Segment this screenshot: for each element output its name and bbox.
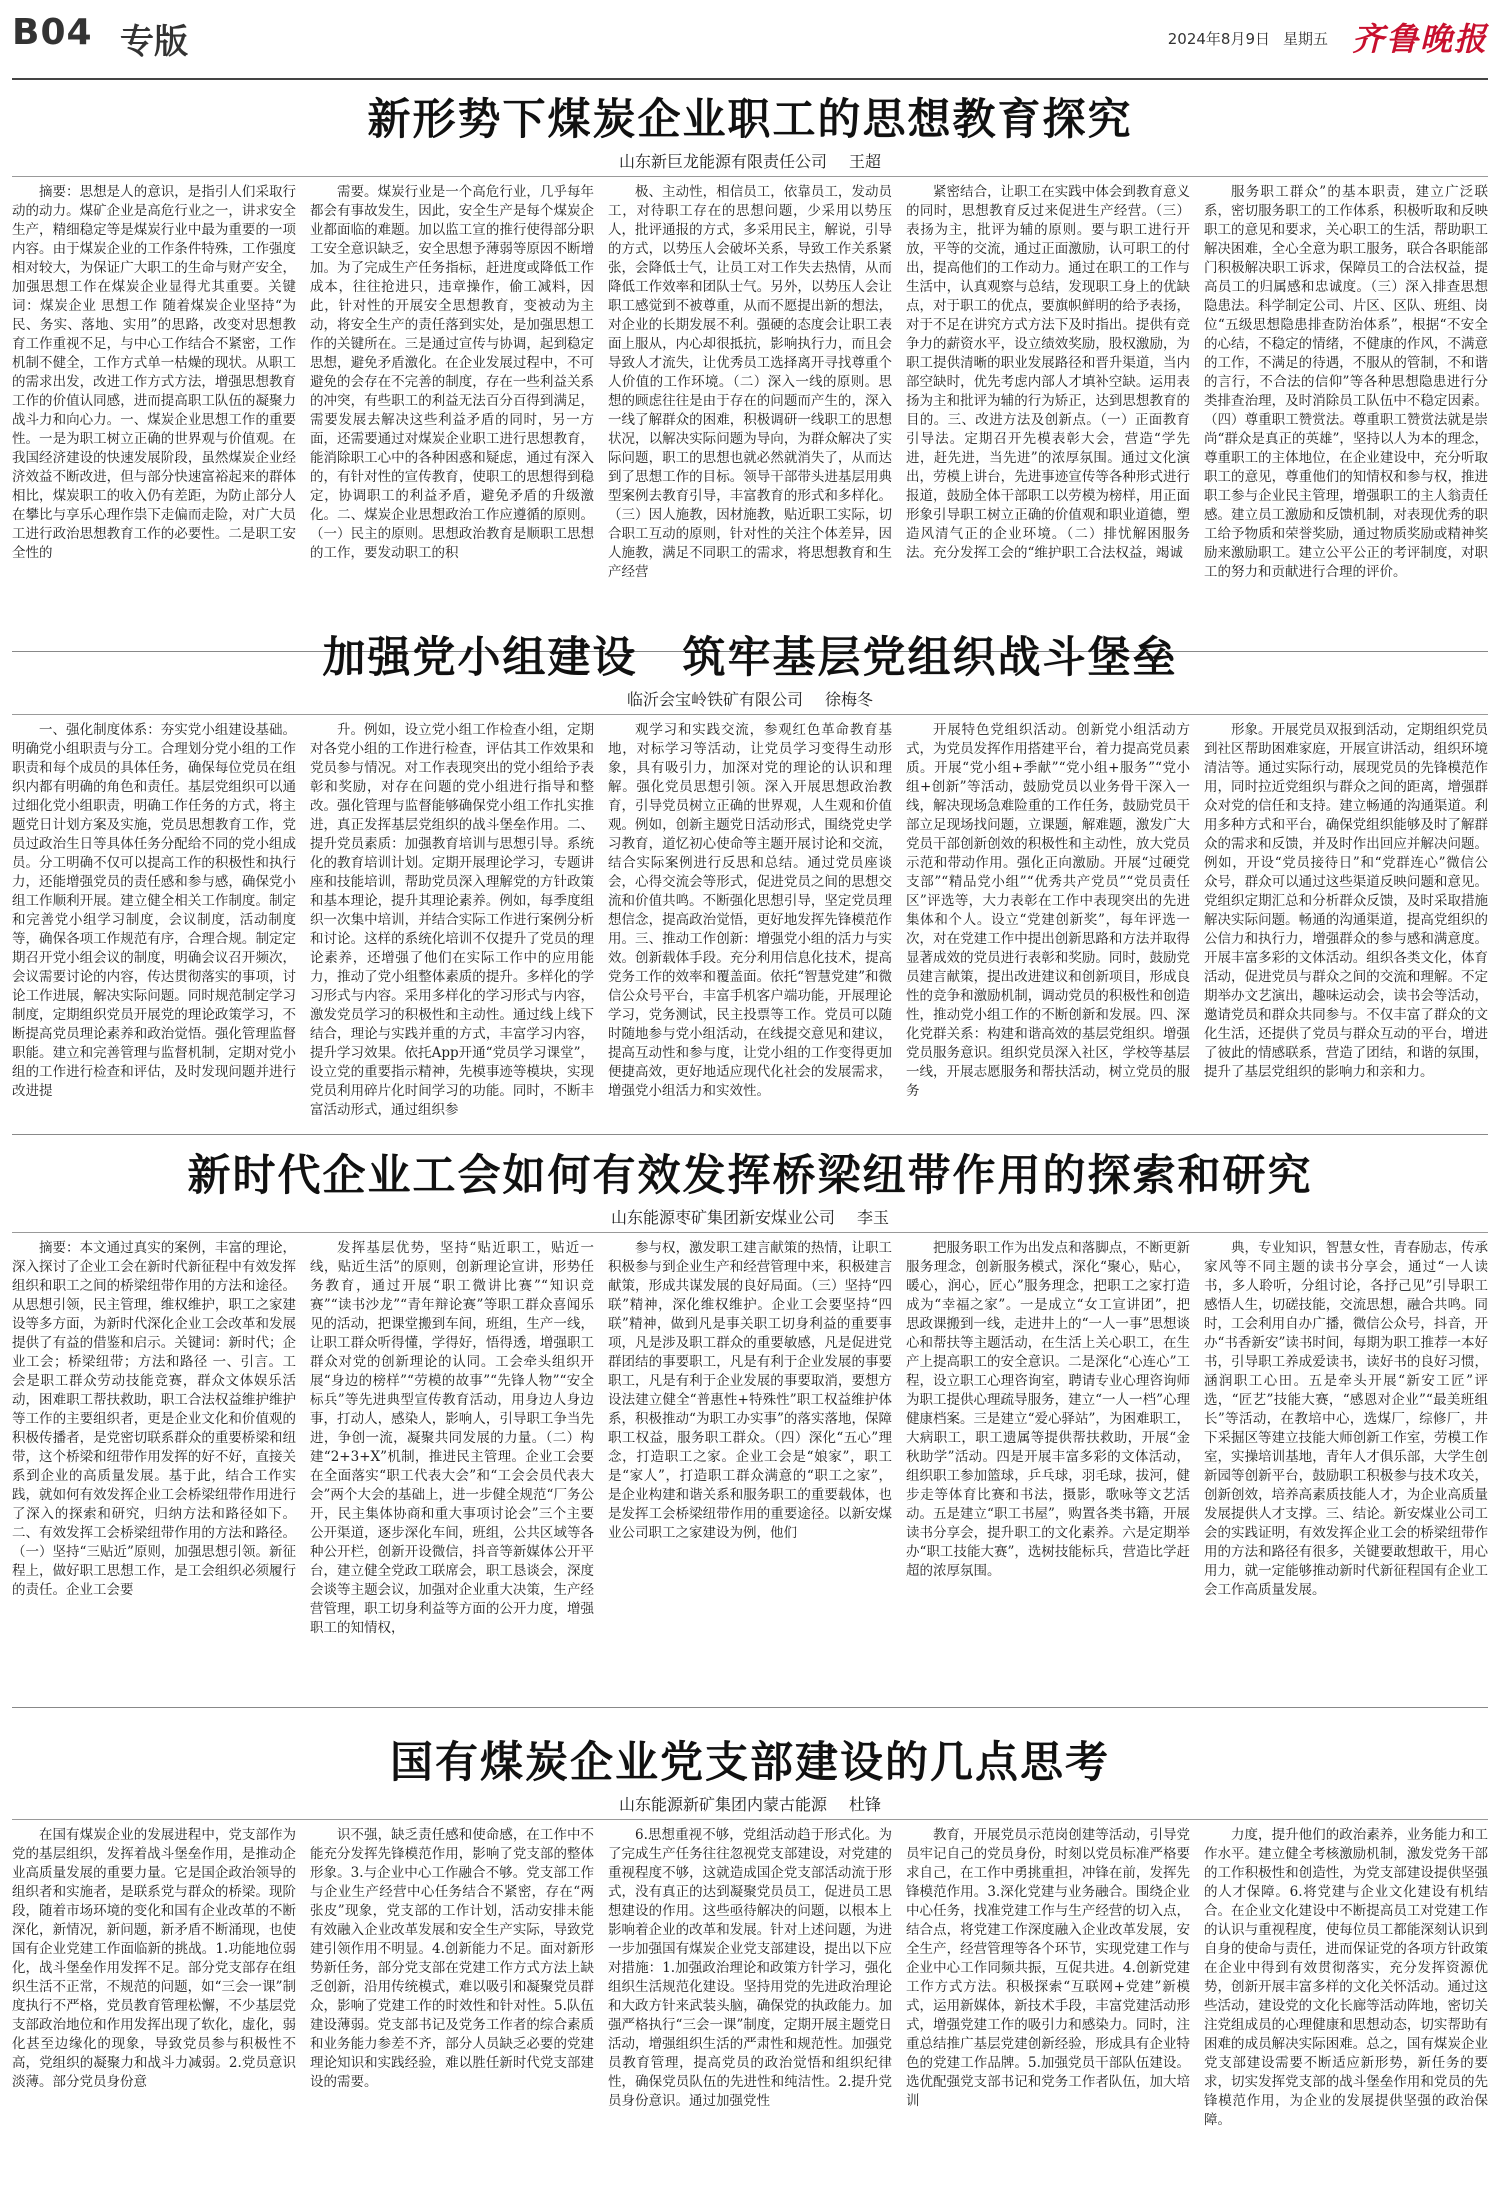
article-column [608, 1239, 892, 1701]
column-text: 形象。开展党员双报到活动，定期组织党员到社区帮助困难家庭，开展宣讲活动，组织环境清洁等。通过实际行动，展现党员的先锋模范作用，同时拉近党组织与群众之间的距离，增强群众对党的信任和支持。建立畅通的沟通渠道。利用多种方式和平台，确保党组织能够及时了解群众的需求和反馈，并及时作出回应并解决问题。例如，开设“党员接待日”和“党群连心”微信公众号，群众可以通过这些渠道反映问题和意见。党组织定期汇总和分析群众反馈，及时采取措施解决实际问题。畅通的沟通渠道，提高党组织的公信力和执行力，增强群众的参与感和满意度。开展丰富多彩的文体活动。组织各类文化，体育活动，促进党员与群众之间的交流和理解。不定期举办文艺演出，趣味运动会，读书会等活动，邀请党员和群众共同参与。不仅丰富了群众的文化生活，还提供了党员与群众互动的平台，增进了彼此的情感联系，营造了团结，和谐的氛围，提升了基层党组织的影响力和亲和力。 [1204, 722, 1488, 1080]
issue-weekday: 星期五 [1282, 30, 1328, 48]
article-column [1204, 1826, 1488, 2194]
article-headline: 新形势下煤炭企业职工的思想教育探究 [367, 95, 1133, 145]
article-2 [12, 630, 1488, 1135]
byline-org: 临沂会宝岭铁矿有限公司 [626, 690, 803, 709]
article-4 [12, 1735, 1488, 2195]
byline-rule [12, 176, 1488, 177]
article-headline: 新时代企业工会如何有效发挥桥梁纽带作用的探索和研究 [187, 1151, 1313, 1201]
article-column [906, 183, 1190, 645]
column-text: 6.思想重视不够，党组活动趋于形式化。为了完成生产任务往往忽视党支部建设，对党建的重视程度不够，这就造成国企党支部活动流于形式，没有真正的达到凝聚党员员工，促进员工思想建设的作用。这些亟待解决的问题，以根本上影响着企业的改革和发展。针对上述问题，为进一步加强国有煤炭企业党支部建设，提出以下应对措施：1.加强政治理论和政策方针学习，强化组织生活规范化建设。坚持用党的先进政治理论和大政方针来武装头脑，确保党的执政能力。加强严格执行“三会一课”制度，定期开展主题党日活动，增强组织生活的严肃性和规范性。加强党员教育管理，提高党员的政治觉悟和组织纪律性，确保党员队伍的先进性和纯洁性。2.提升党员身份意识。通过加强党性 [608, 1827, 892, 2109]
column-text: 服务职工群众”的基本职责，建立广泛联系，密切服务职工的工作体系，积极听取和反映职工的意见和要求，关心职工的生活，帮助职工解决困难，全心全意为职工服务，联合各职能部门积极解决职工诉求，保障员工的合法权益，提高员工的归属感和忠诚度。（三）深入排查思想隐患法。科学制定公司、片区、区队、班组、岗位“五级思想隐患排查防治体系”，根据“不安全的心结，不稳定的情绪，不健康的作风，不满意的工作，不满足的待遇，不服从的管制，不和谐的言行，不合法的信仰”等各种思想隐患进行分类排查治理，及时消除员工队伍中不稳定因素。（四）尊重职工赞赏法。尊重职工赞赏法就是崇尚“群众是真正的英雄”，坚持以人为本的理念，尊重职工的主体地位，在企业建设中，充分听取职工的意见，尊重他们的知情权和参与权，推进职工参与企业民主管理，增强职工的主人翁责任感。建立员工激励和反馈机制，对表现优秀的职工给予物质和荣誉奖励，通过物质奖励或精神奖励来激励职工。建立公平公正的考评制度，对职工的努力和贡献进行合理的评价。 [1204, 184, 1488, 580]
article-column [906, 1239, 1190, 1701]
article-column [12, 1239, 296, 1701]
article-3 [12, 1148, 1488, 1708]
byline-author: 徐梅冬 [825, 690, 874, 709]
article-column [310, 1826, 594, 2194]
masthead-rule [12, 78, 1488, 80]
article-column [906, 721, 1190, 1129]
column-text: 教育，开展党员示范岗创建等活动，引导党员牢记自己的党员身份，时刻以党员标准严格要求自己，在工作中勇挑重担，冲锋在前，发挥先锋模范作用。3.深化党建与业务融合。围绕企业中心任务，找准党建工作与生产经营的切入点，结合点，将党建工作深度融入企业改革发展，安全生产，经营管理等各个环节，实现党建工作与企业中心工作同频共振，互促共进。4.创新党建工作方式方法。积极探索“互联网+党建”新模式，运用新媒体，新技术手段，丰富党建活动形式，增强党建工作的吸引力和感染力。同时，注重总结推广基层党建创新经验，形成具有企业特色的党建工作品牌。5.加强党员干部队伍建设。选优配强党支部书记和党务工作者队伍，加大培训 [906, 1827, 1190, 2109]
article-byline [12, 688, 1488, 712]
article-byline [12, 1793, 1488, 1817]
article-1 [12, 92, 1488, 652]
column-text: 观学习和实践交流，参观红色革命教育基地，对标学习等活动，让党员学习变得生动形象，具有吸引力，加深对党的理论的认识和理解。强化党员思想引领。深入开展思想政治教育，引导党员树立正确的世界观，人生观和价值观。例如，创新主题党日活动形式，围绕党史学习教育，道忆初心使命等主题开展讨论和交流，结合实际案例进行反思和总结。通过党员座谈会，心得交流会等形式，促进党员之间的思想交流和价值共鸣。不断强化思想引导，坚定党员理想信念，提高政治觉悟，更好地发挥先锋模范作用。三、推动工作创新：增强党小组的活力与实效。创新载体手段。充分利用信息化技术，提高党务工作的效率和覆盖面。依托“智慧党建”和微信公众号平台，丰富手机客户端功能，开展理论学习，党务测试，民主投票等工作。党员可以随时随地参与党小组活动，在线提交意见和建议，提高互动性和参与度，让党小组的工作变得更加便捷高效，更好地适应现代化社会的发展需求，增强党小组活力和实效性。 [608, 722, 892, 1099]
byline-rule [12, 714, 1488, 715]
article-column [608, 721, 892, 1129]
column-text: 力度，提升他们的政治素养，业务能力和工作水平。建立健全考核激励机制，激发党务干部的工作积极性和创造性，为党支部建设提供坚强的人才保障。6.将党建与企业文化建设有机结合。在企业文化建设中不断提高员工对党建工作的认识与重视程度，使每位员工都能深刻认识到自身的使命与责任，进而保证党的各项方针政策在企业中得到有效贯彻落实，充分发挥资源优势，创新开展丰富多样的文化关怀活动。通过这些活动，建设党的文化长廊等活动阵地，密切关注党组成员的心理健康和思想动态，切实帮助有困难的成员解决实际困难。总之，国有煤炭企业党支部建设需要不断适应新形势，新任务的要求，切实发挥党支部的战斗堡垒作用和党员的先锋模范作用，为企业的发展提供坚强的政治保障。 [1204, 1827, 1488, 2128]
page-number: B04 [12, 12, 93, 53]
column-text: 参与权，激发职工建言献策的热情，让职工积极参与到企业生产和经营管理中来，积极建言献策，形成共谋发展的良好局面。（三）坚持“四联”精神，深化维权维护。企业工会要坚持“四联”精神，做到凡是事关职工切身利益的重要事项，凡是涉及职工群众的重要敏感，凡是促进党群团结的事要职工，凡是有利于企业发展的事要职工，凡是有利于企业发展的事要取消，要想方设法建立健全“普惠性+特殊性”职工权益维护体系，积极推动“为职工办实事”的落实落地，保障职工权益，服务职工群众。（四）深化“五心”理念，打造职工之家。企业工会是“娘家”，职工是“家人”，打造职工群众满意的“职工之家”，是企业构建和谐关系和服务职工的重要载体，也是发挥工会桥梁纽带作用的重要途径。以新安煤业公司职工之家建设为例，他们 [608, 1240, 892, 1541]
article-divider [12, 1707, 1488, 1708]
article-headline: 加强党小组建设 筑牢基层党组织战斗堡垒 [322, 633, 1178, 683]
article-column [12, 1826, 296, 2194]
article-column [310, 183, 594, 645]
column-text: 升。例如，设立党小组工作检查小组，定期对各党小组的工作进行检查，评估其工作效果和党员参与情况。对工作表现突出的党小组给予表彰和奖励，对存在问题的党小组进行指导和整改。强化管理与监督能够确保党小组工作扎实推进，真正发挥基层党组织的战斗堡垒作用。二、提升党员素质：加强教育培训与思想引导。系统化的教育培训计划。定期开展理论学习，专题讲座和技能培训，帮助党员深入理解党的方针政策和基本理论，提升其理论素养。例如，每季度组织一次集中培训，并结合实际工作进行案例分析和讨论。这样的系统化培训不仅提升了党员的理论素养，还增强了他们在实际工作中的应用能力，推动了党小组整体素质的提升。多样化的学习形式与内容。采用多样化的学习形式与内容，激发党员学习的积极性和主动性。通过线上线下结合，理论与实践并重的方式，丰富学习内容，提升学习效果。依托App开通“党员学习课堂”，设立党的重要指示精神，先模事迹等模块，实现党员利用碎片化时间学习的功能。同时，不断丰富活动形式，通过组织参 [310, 722, 594, 1118]
column-text: 把服务职工作为出发点和落脚点，不断更新服务理念，创新服务模式，深化“聚心，贴心，暖心，润心，匠心”服务理念，把职工之家打造成为“幸福之家”。一是成立“女工宣讲团”，把思政课搬到一线，走进井上的“一人一事”思想谈心和帮扶等主题活动，在生活上关心职工，在生产上提高职工的安全意识。二是深化“心连心”工程，设立职工心理咨询室，聘请专业心理咨询师为职工提供心理疏导服务，建立“一人一档”心理健康档案。三是建立“爱心驿站”，为困难职工，大病职工，职工遗属等提供帮扶救助，开展“金秋助学”活动。四是开展丰富多彩的文体活动，组织职工参加篮球，乒乓球，羽毛球，拔河，健步走等体育比赛和书法，摄影，歌咏等文艺活动。五是建立“职工书屋”，购置各类书籍，开展读书分享会，提升职工的文化素养。六是定期举办“职工技能大赛”，选树技能标兵，营造比学赶超的浓厚氛围。 [906, 1240, 1190, 1579]
article-column [608, 1826, 892, 2194]
byline-org: 山东新巨龙能源有限责任公司 [618, 152, 827, 171]
byline-author: 王超 [849, 152, 882, 171]
byline-rule [12, 1232, 1488, 1233]
article-column [310, 721, 594, 1129]
article-byline [12, 150, 1488, 174]
column-text: 紧密结合，让职工在实践中体会到教育意义的同时，思想教育反过来促进生产经营。（三）表扬为主，批评为辅的原则。要与职工进行开放，平等的交流，通过正面激励，认可职工的付出，提高他们的工作动力。通过在职工的工作与生活中，认真观察与总结，发现职工身上的优缺点，对于职工的优点，要旗帜鲜明的给予表扬，对于不足在讲究方式方法下及时指出。提供有竞争力的薪资水平，设立绩效奖励，股权激励，为职工提供清晰的职业发展路径和晋升渠道，当内部空缺时，优先考虑内部人才填补空缺。运用表扬为主和批评为辅的行为矫正，达到思想教育的目的。三、改进方法及创新点。（一）正面教育引导法。定期召开先模表彰大会，营造“学先进，赶先进，当先进”的浓厚氛围。通过文化演出，劳模上讲台，先进事迹宣传等各种形式进行报道，鼓励全体干部职工以劳模为榜样，用正面形象引导职工树立正确的价值观和职业道德，塑造风清气正的企业环境。（二）排忧解困服务法。充分发挥工会的“维护职工合法权益，竭诚 [906, 184, 1190, 561]
article-column [608, 183, 892, 645]
column-text: 极、主动性，相信员工，依靠员工，发动员工，对待职工存在的思想问题，少采用以势压人，批评通报的方式，多采用民主，解说，引导的方式，以势压人会破坏关系，导致工作关系紧张，会降低士气，让员工对工作失去热情，从而降低工作效率和团队士气。另外，以势压人会让职工感觉到不被尊重，从而不愿提出新的想法，对企业的长期发展不利。强硬的态度会让职工表面上服从，内心却很抵抗，影响执行力，而且会导致人才流失，让优秀员工选择离开寻找尊重个人价值的工作环境。（二）深入一线的原则。思想的顾虑往往是由于存在的问题而产生的，深入一线了解群众的困难，积极调研一线职工的思想状况，以解决实际问题为导向，为群众解决了实际问题，职工的思想也就必然就消失了，从而达到了思想工作的目标。领导干部带头进基层用典型案例去教育引导，丰富教育的形式和多样化。（三）因人施教，因材施教，贴近职工实际，切合职工互动的原则，针对性的关注个体差异，因人施教，满足不同职工的需求，将思想教育和生产经营 [608, 184, 892, 580]
article-column [12, 183, 296, 645]
column-text: 识不强，缺乏责任感和使命感，在工作中不能充分发挥先锋模范作用，影响了党支部的整体形象。3.与企业中心工作融合不够。党支部工作与企业生产经营中心任务结合不紧密，存在“两张皮”现象，党支部的工作计划，活动安排未能有效融入企业改革发展和安全生产实际，导致党建引领作用不明显。4.创新能力不足。面对新形势新任务，部分党支部在党建工作方式方法上缺乏创新，沿用传统模式，难以吸引和凝聚党员群众，影响了党建工作的时效性和针对性。5.队伍建设薄弱。党支部书记及党务工作者的综合素质和业务能力参差不齐，部分人员缺乏必要的党建理论知识和实践经验，难以胜任新时代党支部建设的需要。 [310, 1827, 594, 2090]
article-column [12, 721, 296, 1129]
column-text: 发挥基层优势，坚持“贴近职工，贴近一线，贴近生活”的原则，创新理论宣讲，形势任务教育，通过开展“职工微讲比赛”“知识竞赛”“读书沙龙”“青年辩论赛”等职工群众喜闻乐见的活动，把课堂搬到车间，班组，生产一线，让职工群众听得懂，学得好，悟得透，增强职工群众对党的创新理论的认同。工会牵头组织开展“身边的榜样”“劳模的故事”“先锋人物”“安全标兵”等先进典型宣传教育活动，用身边人身边事，打动人，感染人，影响人，引导职工争当先进，争创一流，凝聚共同发展的力量。（二）构建“2+3+X”机制，推进民主管理。企业工会要在全面落实“职工代表大会”和“工会会员代表大会”两个大会的基础上，进一步健全规范“厂务公开，民主集体协商和重大事项讨论会”三个主要公开渠道，逐步深化车间，班组，公共区域等各种公开栏，创新开设微信，抖音等新媒体公开平台，建立健全党政工联席会，职工恳谈会，深度会谈等主题会议，加强对企业重大决策，生产经营管理，职工切身利益等方面的公开力度，增强职工的知情权， [310, 1240, 594, 1636]
newspaper-logo: 齐鲁晚报 [1351, 20, 1488, 58]
article-column [310, 1239, 594, 1701]
byline-org: 山东能源新矿集团内蒙古能源 [618, 1795, 827, 1814]
issue-date: 2024年8月9日 [1167, 30, 1270, 48]
column-text: 开展特色党组织活动。创新党小组活动方式，为党员发挥作用搭建平台，着力提高党员素质。开展“党小组+季献”“党小组+服务”“党小组+创新”等活动，鼓励党员以业务骨干深入一线，解决现场急难险重的工作任务，鼓励党员干部立足现场找问题，立课题，解难题，激发广大党员干部创新创效的积极性和主动性，放大党员示范和带动作用。强化正向激励。开展“过硬党支部”“精品党小组”“优秀共产党员”“党员责任区”评选等，大力表彰在工作中表现突出的先进集体和个人。设立“党建创新奖”，每年评选一次，对在党建工作中提出创新思路和方法并取得显著成效的党员进行表彰和奖励。同时，鼓励党员建言献策，提出改进建议和创新项目，形成良性的竞争和激励机制，调动党员的积极性和创造性，推动党小组工作的不断创新和发展。四、深化党群关系：构建和谐高效的基层党组织。增强党员服务意识。组织党员深入社区，学校等基层一线，开展志愿服务和帮扶活动，树立党员的服务 [906, 722, 1190, 1099]
article-byline [12, 1206, 1488, 1230]
byline-author: 李玉 [857, 1208, 890, 1227]
article-body [12, 1826, 1488, 2194]
column-text: 在国有煤炭企业的发展进程中，党支部作为党的基层组织，发挥着战斗堡垒作用，是推动企业高质量发展的重要力量。它是国企政治领导的组织者和实施者，是联系党与群众的桥梁。现阶段，随着市场环境的变化和国有企业改革的不断深化，新情况，新问题，新矛盾不断涌现，也使国有企业党建工作面临新的挑战。1.功能地位弱化，战斗堡垒作用发挥不足。部分党支部存在组织生活不正常，不规范的问题，如“三会一课”制度执行不严格，党员教育管理松懈，不少基层党支部政治地位和作用发挥出现了软化，虚化，弱化甚至边缘化的现象，导致党员参与积极性不高，党组织的凝聚力和战斗力减弱。2.党员意识淡薄。部分党员身份意 [12, 1827, 296, 2090]
byline-org: 山东能源枣矿集团新安煤业公司 [610, 1208, 835, 1227]
column-text: 一、强化制度体系：夯实党小组建设基础。明确党小组职责与分工。合理划分党小组的工作职责和每个成员的具体任务，确保每位党员在组织内都有明确的角色和责任。基层党组织可以通过细化党小组职责，明确工作任务的方式，将主题党日计划方案及实施，党员思想教育工作，党员过政治生日等具体任务分配给不同的党小组成员。分工明确不仅可以提高工作的积极性和执行力，还能增强党员的责任感和参与感，确保党小组工作顺利开展。建立健全相关工作制度。制定和完善党小组学习制度，会议制度，活动制度等，确保各项工作规范有序，合理合规。制定定期召开党小组会议的制度，明确会议召开频次，会议需要讨论的内容，传达贯彻落实的事项，讨论工作进展，解决实际问题。同时规范制定学习制度，定期组织党员开展党的理论政策学习，不断提高党员理论素养和政治觉悟。强化管理监督职能。建立和完善管理与监督机制，定期对党小组的工作进行检查和评估，及时发现问题并进行改进提 [12, 722, 296, 1099]
byline-author: 杜锋 [849, 1795, 882, 1814]
article-column [906, 1826, 1190, 2194]
masthead [12, 8, 1488, 90]
article-divider [12, 1134, 1488, 1135]
section-label: 专版 [120, 22, 188, 62]
article-body [12, 183, 1488, 645]
article-column [1204, 721, 1488, 1129]
column-text: 典，专业知识，智慧女性，青春励志，传承家风等不同主题的读书分享会，通过“一人读书，多人聆听，分组讨论，各抒己见”引导职工感悟人生，切磋技能，交流思想，融合共鸣。同时，工会利用自办广播，微信公众号，抖音，开办“书香新安”读书时间，每期为职工推荐一本好书，引导职工养成爱读书，读好书的良好习惯，涵润职工心田。五是牵头开展“新安工匠”评选，“匠艺”技能大赛，“感恩对企业”“最美班组长”等活动，在教培中心，选煤厂，综修厂，井下采掘区等建立技能大师创新工作室，劳模工作室，实操培训基地，青年人才俱乐部，大学生创新园等创新平台，鼓励职工积极参与技术攻关，创新创效，培养高素质技能人才，为企业高质量发展提供人才支撑。三、结论。新安煤业公司工会的实践证明，有效发挥企业工会的桥梁纽带作用的方法和路径有很多，关键要敢想敢干，用心用力，就一定能够推动新时代新征程国有企业工会工作高质量发展。 [1204, 1240, 1488, 1598]
article-column [1204, 1239, 1488, 1701]
article-column [1204, 183, 1488, 645]
column-text: 需要。煤炭行业是一个高危行业，几乎每年都会有事故发生，因此，安全生产是每个煤炭企业都面临的难题。加以监工宣的推行使得部分职工安全意识缺乏，安全思想予薄弱等原因不断增加。为了完成生产任务指标，赶进度或降低工作成本，往往抢进只，违章操作，偷工减料，因此，针对性的开展安全思想教育，变被动为主动，将安全生产的责任落到实处，是加强思想工作的关键所在。三是通过宣传与协调，起到稳定思想，避免矛盾激化。在企业发展过程中，不可避免的会存在不完善的制度，存在一些利益关系的冲突，有些职工的利益无法百分百得到满足，需要发展去解决这些利益矛盾的同时，另一方面，还需要通过对煤炭企业职工进行思想教育，能消除职工心中的各种困惑和疑虑，通过有深入的，有针对性的宣传教育，使职工的思想得到稳定，协调职工的利益矛盾，避免矛盾的升级激化。二、煤炭企业思想政治工作应遵循的原则。（一）民主的原则。思想政治教育是顺职工思想的工作，要发动职工的积 [310, 184, 594, 561]
column-text: 摘要：思想是人的意识，是指引人们采取行动的动力。煤矿企业是高危行业之一，讲求安全生产，精细稳定等是煤炭行业中最为重要的一项内容。由于煤炭企业的工作条件特殊，工作强度相对较大，为保证广大职工的生命与财产安全，加强思想工作在煤炭企业显得尤其重要。关键词：煤炭企业 思想工作 随着煤炭企业坚持“为民、务实、落地、实用”的思路，改变对思想教育工作重视不足，与中心工作结合不紧密，工作机制不健全，工作方式单一枯燥的现状。从职工的需求出发，改进工作方式方法，增强思想教育工作的价值认同感，进而提高职工队伍的凝聚力战斗力和向心力。一、煤炭企业思想工作的重要性。一是为职工树立正确的世界观与价值观。在我国经济建设的快速发展阶段，虽然煤炭企业经济效益不断改进，但与部分快速富裕起来的群体相比，煤炭职工的收入仍有差距，为防止部分人在攀比与享乐心理作祟下走偏而走险，对广大员工进行政治思想教育工作的必要性。二是职工安全性的 [12, 184, 296, 561]
column-text: 摘要：本文通过真实的案例，丰富的理论，深入探讨了企业工会在新时代新征程中有效发挥组织和职工之间的桥梁纽带作用的方法和途径。从思想引领，民主管理，维权维护，职工之家建设等多方面，为新时代深化企业工会改革和发展提供了有益的借鉴和启示。关键词：新时代；企业工会；桥梁纽带；方法和路径 一、引言。工会是职工群众劳动技能竞赛，群众文体娱乐活动，困难职工帮扶救助，职工合法权益维护维护等工作的主要组织者，更是企业文化和价值观的积极传播者，是党密切联系群众的重要桥梁和纽带，这个桥梁和纽带作用发挥的好不好，直接关系到企业的高质量发展。基于此，结合工作实践，就如何有效发挥企业工会桥梁纽带作用进行了深入的探索和研究，归纳方法和路径如下。二、有效发挥工会桥梁纽带作用的方法和路径。（一）坚持“三贴近”原则，加强思想引领。新征程上，做好职工思想工作，是工会组织必须履行的责任。企业工会要 [12, 1240, 296, 1598]
article-body [12, 1239, 1488, 1701]
byline-rule [12, 1819, 1488, 1820]
article-body [12, 721, 1488, 1129]
article-headline: 国有煤炭企业党支部建设的几点思考 [390, 1738, 1110, 1788]
